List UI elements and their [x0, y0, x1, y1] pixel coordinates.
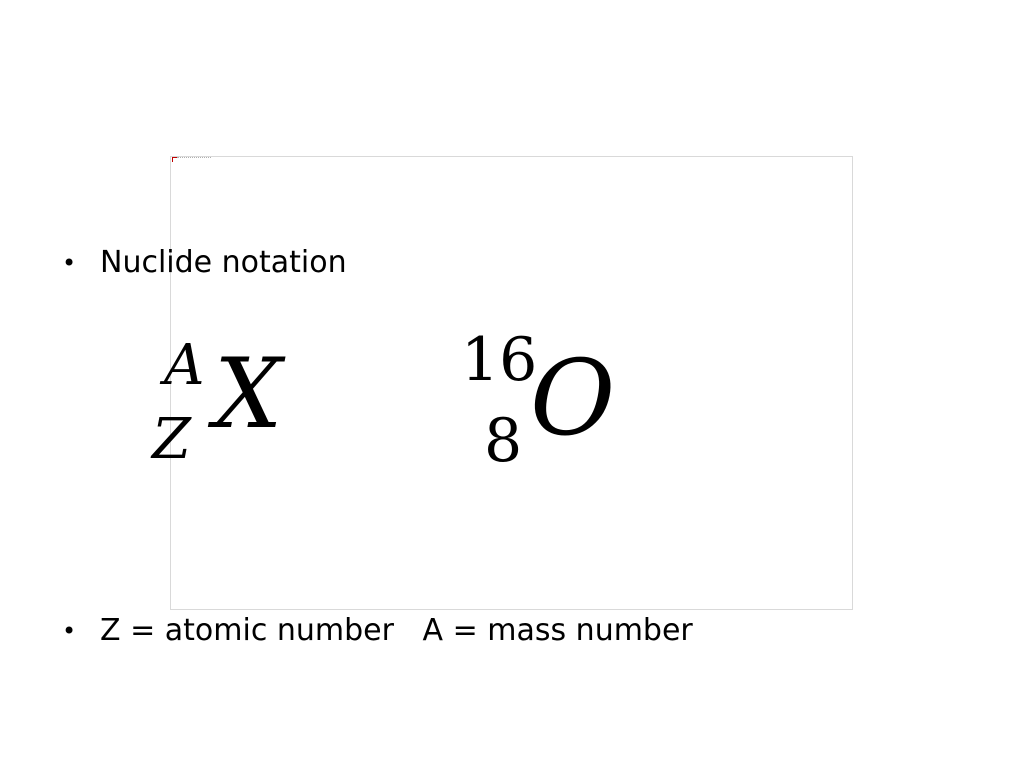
bullet-text: Z = atomic number A = mass number [100, 613, 693, 648]
bullet-text: Nuclide notation [100, 245, 347, 280]
mass-number-symbol: A [164, 333, 205, 398]
oxygen-symbol: O [530, 337, 616, 459]
bullet-icon: • [62, 617, 77, 645]
atomic-number-symbol: Z [152, 407, 191, 472]
bullet-icon: • [62, 249, 77, 277]
bullet-item [62, 613, 693, 648]
oxygen-atomic-number: 8 [484, 406, 523, 476]
oxygen-mass-number: 16 [461, 325, 538, 395]
embedded-object-caption [177, 157, 211, 160]
element-symbol: X [214, 338, 283, 450]
bullet-item [62, 245, 347, 280]
